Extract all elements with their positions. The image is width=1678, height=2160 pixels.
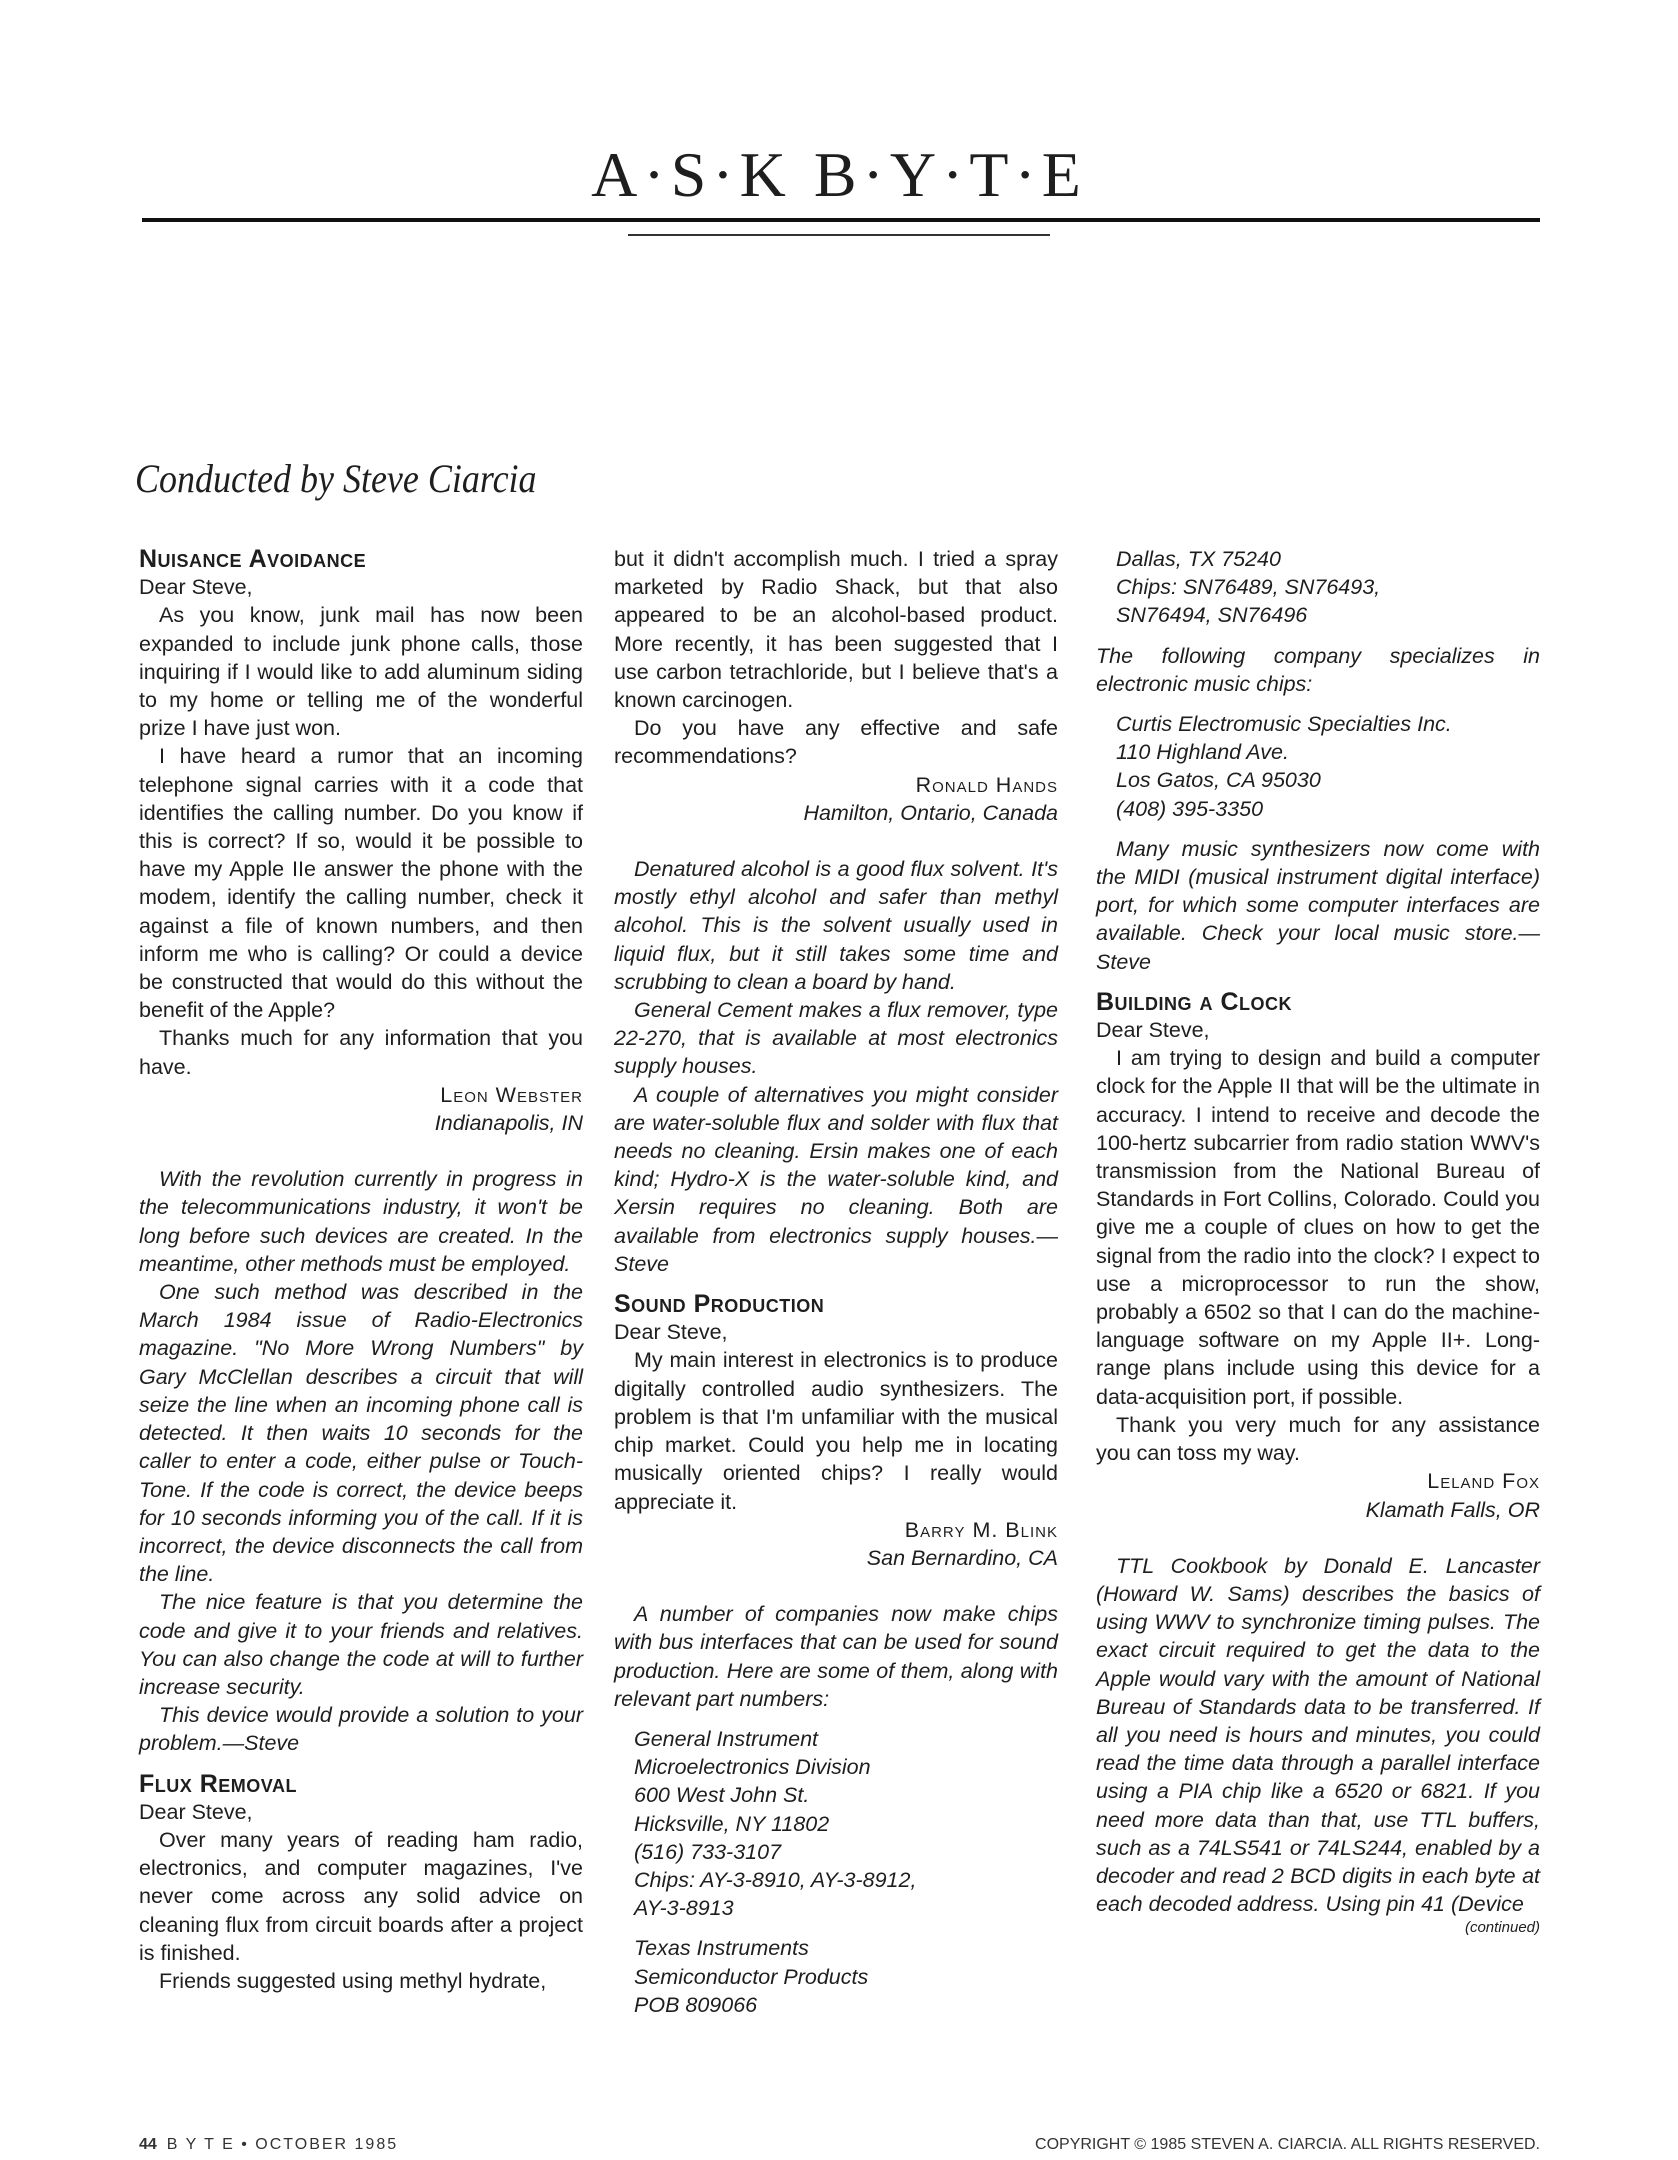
- section-heading: Flux Removal: [139, 1769, 297, 1798]
- section-heading: Sound Production: [614, 1290, 825, 1319]
- signature-name: Ronald Hands: [915, 772, 1058, 797]
- address-line: SN76494, SN76496: [1116, 603, 1308, 628]
- signature: [614, 771, 1058, 827]
- address-line: (408) 395-3350: [1116, 796, 1264, 821]
- address-line: Chips: AY-3-8910, AY-3-8912,: [634, 1867, 917, 1892]
- reply-paragraph: With the revolution currently in progress in the telecommunications industry, it won't be long before such devices are created. In the meantime, other methods must be employed.: [139, 1167, 583, 1276]
- signature-place: Klamath Falls, OR: [1365, 1497, 1540, 1522]
- salutation: Dear Steve,: [614, 1320, 728, 1345]
- issue-label: B Y T E • OCTOBER 1985: [166, 2136, 399, 2153]
- signature-place: Hamilton, Ontario, Canada: [803, 800, 1058, 825]
- section-heading: Nuisance Avoidance: [139, 545, 367, 573]
- reply-paragraph: TTL Cookbook by Donald E. Lancaster (Howard W. Sams) describes the basics of using WWV to synchronize timing pulses. The exact circuit required to get the data to the Apple would vary with the amount of National Bureau of Standards data to be transferred. If all you need is hours and minutes, you could read the time data through a parallel interface using a PIA chip like a 6520 or 6821. If you need more data than that, use TTL buffers, such as a 74LS541 or 74LS244, enabled by a decoder and read 2 BCD digits in each byte at each decoded address. Using pin 41 (Device: [1096, 1553, 1540, 1917]
- signature: [139, 1081, 583, 1137]
- copyright: COPYRIGHT © 1985 STEVEN A. CIARCIA. ALL RIGHTS RESERVED.: [1035, 2136, 1540, 2153]
- address-line: Semiconductor Products: [634, 1964, 869, 1989]
- page-title: A·S·K B·Y·T·E: [591, 139, 1087, 210]
- salutation: Dear Steve,: [1096, 1018, 1210, 1043]
- byline: Conducted by Steve Ciarcia: [135, 456, 537, 501]
- page-number: 44: [139, 2136, 157, 2153]
- address-line: Dallas, TX 75240: [1116, 547, 1281, 571]
- company-address: [614, 1725, 1058, 1922]
- signature: [614, 1516, 1058, 1572]
- address-line: Microelectronics Division: [634, 1755, 871, 1780]
- reply-paragraph: This device would provide a solution to your problem.—Steve: [139, 1703, 583, 1756]
- address-line: (516) 733-3107: [634, 1839, 782, 1864]
- title-underline: [628, 234, 1050, 236]
- signature-name: Leland Fox: [1427, 1469, 1540, 1494]
- column-2: [614, 545, 1058, 2031]
- reply-paragraph: One such method was described in the March 1984 issue of Radio-Electronics magazine. "No More Wrong Numbers" by Gary McClellan describes a circuit that will seize the line when an incoming phone call is detected. It then waits 10 seconds for the caller to enter a code, either pulse or Touch-Tone. If the code is correct, the device beeps for 10 seconds informing you of the call. If it is incorrect, the device disconnects the call from the line.: [139, 1280, 583, 1587]
- company-address: [614, 1934, 1058, 2019]
- reply-paragraph: The following company specializes in electronic music chips:: [1096, 643, 1540, 696]
- column-1: [139, 545, 583, 1995]
- address-line: Texas Instruments: [634, 1936, 809, 1961]
- continued-note: (continued): [1464, 1919, 1540, 1937]
- address-line: Chips: SN76489, SN76493,: [1116, 575, 1381, 600]
- reply-paragraph: The nice feature is that you determine the code and give it to your friends and relatives. You can also change the code at will to further increase security.: [139, 1590, 583, 1699]
- letter-paragraph: Thank you very much for any assistance you can toss my way.: [1096, 1412, 1540, 1466]
- address-line: General Instrument: [634, 1726, 819, 1751]
- address-line: Los Gatos, CA 95030: [1116, 768, 1321, 793]
- salutation: Dear Steve,: [139, 575, 253, 600]
- signature-name: Barry M. Blink: [904, 1517, 1058, 1542]
- reply-paragraph: Many music synthesizers now come with the MIDI (musical instrument digital interface) port, for which some computer interfaces are available. Check your local music store.—Steve: [1096, 836, 1540, 974]
- address-line: AY-3-8913: [634, 1896, 734, 1921]
- letter-paragraph: Do you have any effective and safe recommendations?: [614, 716, 1058, 769]
- letter-paragraph: Thanks much for any information that you have.: [139, 1026, 583, 1079]
- letter-paragraph: I am trying to design and build a computer clock for the Apple II that will be the ultimate in accuracy. I intend to receive and decode the 100-hertz subcarrier from radio station WWV's transmission from the National Bureau of Standards in Fort Collins, Colorado. Could you give me a couple of clues on how to get the signal from the radio into the clock? I expect to use a microprocessor to run the show, probably a 6502 so that I can do the machine-language software on my Apple II+. Long-range plans include using this device for a data-acquisition port, if possible.: [1096, 1046, 1540, 1409]
- company-address: [1096, 710, 1540, 823]
- section-heading: Building a Clock: [1096, 987, 1292, 1016]
- letter-paragraph: Over many years of reading ham radio, electronics, and computer magazines, I've never come across any solid advice on cleaning flux from circuit boards after a project is finished.: [139, 1827, 583, 1965]
- address-line: 110 Highland Ave.: [1116, 740, 1289, 765]
- column-3: [1096, 545, 1540, 1938]
- address-line: 600 West John St.: [634, 1783, 810, 1808]
- address-line: Hicksville, NY 11802: [634, 1811, 830, 1836]
- reply-paragraph: A couple of alternatives you might consider are water-soluble flux and solder with flux that needs no cleaning. Ersin makes one of each kind; Hydro-X is the water-soluble kind, and Xersin requires no cleaning. Both are available from electronics supply houses.—Steve: [614, 1082, 1058, 1276]
- signature: [1096, 1467, 1540, 1523]
- company-address: [1096, 545, 1540, 630]
- address-line: POB 809066: [634, 1992, 758, 2017]
- letter-paragraph: My main interest in electronics is to produce digitally controlled audio synthesizers. The problem is that I'm unfamiliar with the musical chip market. Could you help me in locating musically oriented chips? I really would appreciate it.: [614, 1348, 1058, 1514]
- letter-paragraph: As you know, junk mail has now been expanded to include junk phone calls, those inquiring if I would like to add aluminum siding to my home or telling me of the wonderful prize I have just won.: [139, 603, 583, 741]
- signature-place: Indianapolis, IN: [434, 1111, 583, 1136]
- reply-paragraph: General Cement makes a flux remover, type 22-270, that is available at most electronics supply houses.: [614, 998, 1058, 1079]
- reply-paragraph: Denatured alcohol is a good flux solvent. It's mostly ethyl alcohol and safer than methyl alcohol. This is the solvent usually used in liquid flux, but it still takes some time and scrubbing to clean a board by hand.: [614, 857, 1058, 994]
- letter-paragraph: Friends suggested using methyl hydrate,: [159, 1968, 547, 1993]
- footer-left: [139, 2136, 398, 2154]
- title-rule: [142, 218, 1540, 222]
- signature-name: Leon Webster: [440, 1082, 583, 1107]
- reply-paragraph: A number of companies now make chips with bus interfaces that can be used for sound production. Here are some of them, along with relevant part numbers:: [614, 1602, 1058, 1711]
- salutation: Dear Steve,: [139, 1799, 253, 1824]
- signature-place: San Bernardino, CA: [866, 1545, 1058, 1570]
- letter-paragraph: but it didn't accomplish much. I tried a spray marketed by Radio Shack, but that also appeared to be an alcohol-based product. More recently, it has been suggested that I use carbon tetrachloride, but I believe that's a known carcinogen.: [614, 547, 1058, 713]
- address-line: Curtis Electromusic Specialties Inc.: [1116, 712, 1452, 737]
- letter-paragraph: I have heard a rumor that an incoming telephone signal carries with it a code that identifies the calling number. Do you know if this is correct? If so, would it be possible to have my Apple IIe answer the phone with the modem, identify the calling number, check it against a file of known numbers, and then inform me who is calling? Or could a device be constructed that would do this without the benefit of the Apple?: [139, 744, 583, 1023]
